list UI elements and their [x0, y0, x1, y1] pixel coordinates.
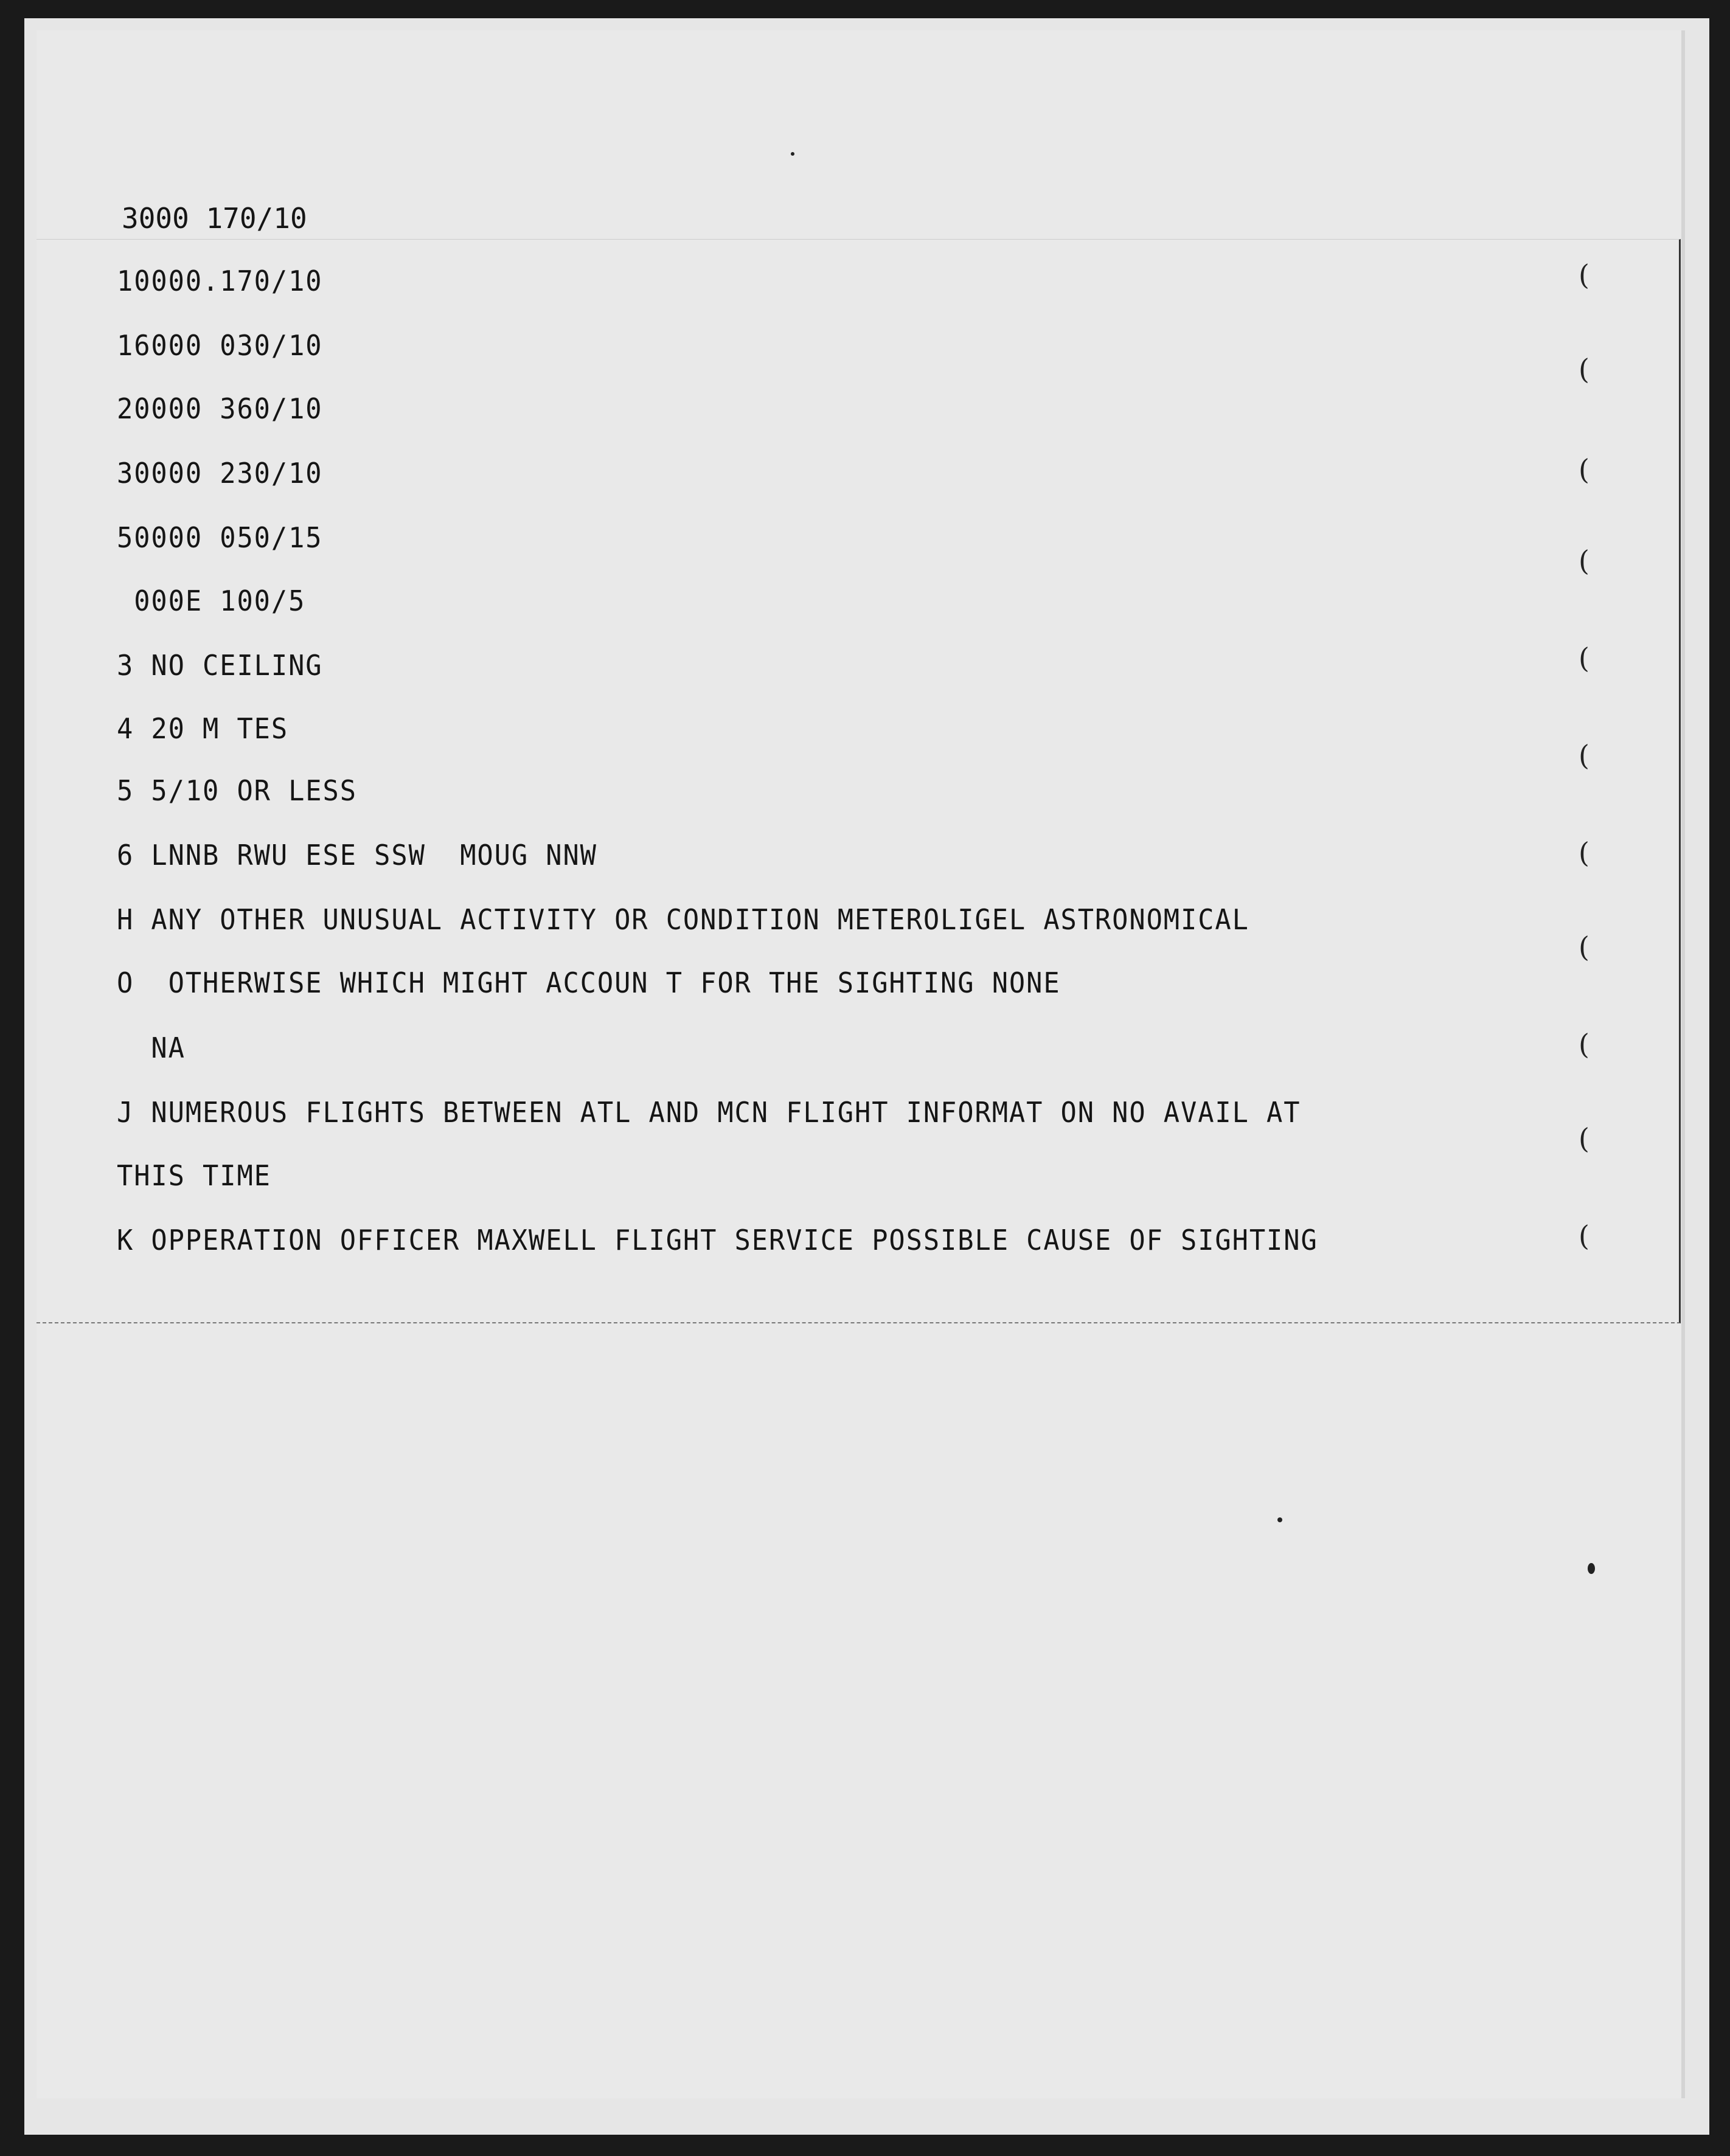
text-line: H ANY OTHER UNUSUAL ACTIVITY OR CONDITION METEROLIGEL ASTRONOMICAL: [117, 903, 1249, 936]
margin-mark: (: [1579, 544, 1589, 577]
text-line: K OPPERATION OFFICER MAXWELL FLIGHT SERVICE POSSIBLE CAUSE OF SIGHTING: [117, 1224, 1318, 1257]
text-line: NA: [117, 1031, 186, 1064]
margin-mark: (: [1579, 931, 1589, 963]
text-line: 50000 050/15: [117, 521, 323, 554]
text-line: THIS TIME: [117, 1159, 271, 1192]
text-line: 20000 360/10: [117, 392, 323, 425]
margin-mark: (: [1579, 836, 1589, 869]
margin-mark: (: [1579, 642, 1589, 674]
text-line: 5 5/10 OR LESS: [117, 774, 357, 807]
speck: [791, 152, 794, 156]
margin-mark: (: [1579, 739, 1589, 772]
text-line: 30000 230/10: [117, 457, 323, 490]
margin-mark: (: [1579, 453, 1589, 486]
margin-mark: (: [1579, 258, 1589, 291]
margin-mark: (: [1579, 1028, 1589, 1061]
text-line: 10000.170/10: [117, 265, 323, 297]
text-line: 000E 100/5: [117, 584, 306, 617]
text-line: J NUMEROUS FLIGHTS BETWEEN ATL AND MCN FLIGHT INFORMAT ON NO AVAIL AT: [117, 1096, 1301, 1129]
margin-mark: (: [1579, 1219, 1589, 1252]
speck: [1277, 1517, 1282, 1522]
text-line: O OTHERWISE WHICH MIGHT ACCOUN T FOR THE SIGHTING NONE: [117, 966, 1061, 999]
text-line: 16000 030/10: [117, 329, 323, 362]
text-line: 6 LNNB RWU ESE SSW MOUG NNW: [117, 839, 597, 872]
margin-mark: (: [1579, 353, 1589, 386]
text-line: 4 20 M TES: [117, 712, 289, 745]
text-line: 3 NO CEILING: [117, 649, 323, 682]
cut-off-line: 3000 170/10: [122, 202, 307, 235]
margin-mark: (: [1579, 1122, 1589, 1155]
speck: [1588, 1563, 1595, 1574]
